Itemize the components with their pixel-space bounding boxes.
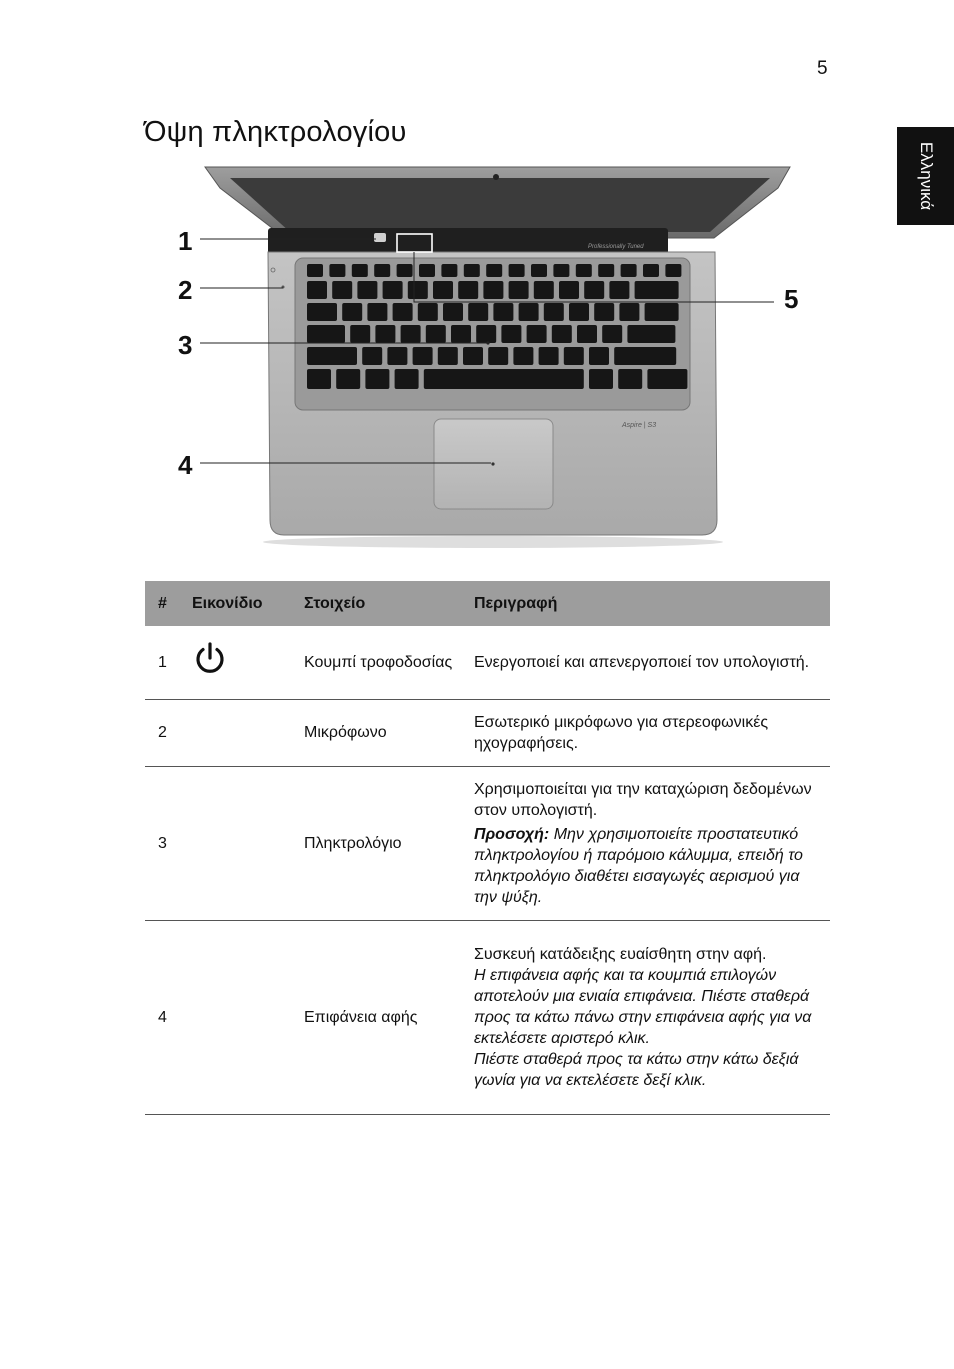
keyboard-key bbox=[577, 325, 597, 343]
callout-3: 3 bbox=[178, 330, 193, 360]
keyboard-key bbox=[609, 281, 629, 299]
keyboard-key bbox=[362, 347, 382, 365]
tagline: Professionally Tuned bbox=[588, 244, 644, 250]
power-icon bbox=[192, 641, 228, 677]
keyboard-key bbox=[618, 369, 642, 389]
keyboard-key bbox=[375, 325, 395, 343]
keyboard-key bbox=[614, 347, 676, 365]
hinge-bar bbox=[268, 228, 668, 254]
keyboard-key bbox=[397, 264, 413, 277]
row-description: Χρησιμοποιείται για την καταχώριση δεδομένων στον υπολογιστή. Προσοχή: Μην χρησιμοποιείτε προστατευτικό πληκτρολογίου ή παρόμοιο κάλυμμα, επειδή το πληκτρολόγιο διαθέτει εισαγωγές αερισμού για την ψύξη. bbox=[464, 766, 830, 920]
shadow bbox=[263, 536, 723, 548]
keyboard-key bbox=[350, 325, 370, 343]
table-row bbox=[145, 699, 830, 766]
row-icon-cell bbox=[182, 626, 294, 699]
callout-4: 4 bbox=[178, 450, 193, 480]
keyboard-key bbox=[441, 264, 457, 277]
keyboard-key bbox=[352, 264, 368, 277]
model-label: Aspire | S3 bbox=[622, 422, 657, 429]
caution-label: Προσοχή: bbox=[474, 825, 550, 843]
keyboard-key bbox=[418, 303, 438, 321]
keyboard-key bbox=[357, 281, 377, 299]
callout-5: 5 bbox=[784, 284, 799, 314]
keyboard-key bbox=[619, 303, 639, 321]
header-icon: Εικονίδιο bbox=[182, 581, 294, 626]
keyboard-key bbox=[476, 325, 496, 343]
keyboard-key bbox=[643, 264, 659, 277]
keyboard-key bbox=[513, 347, 533, 365]
row-description: Συσκευή κατάδειξης ευαίσθητη στην αφή. Η επιφάνεια αφής και τα κουμπιά επιλογών αποτελούν μια ενιαία επιφάνεια. Πιέστε σταθερά προς τα κάτω πάνω στην επιφάνεια αφής για να εκτελέσετε αριστερό κλικ. Πιέστε σταθερά προς τα κάτω στην κάτω δεξιά γωνία για να εκτελέσετε δεξί κλικ. bbox=[464, 920, 830, 1114]
page-title: Όψη πληκτρολογίου bbox=[144, 116, 407, 148]
keyboard-key bbox=[594, 303, 614, 321]
table-row bbox=[145, 766, 830, 920]
table-row bbox=[145, 626, 830, 699]
keyboard-key bbox=[647, 369, 687, 389]
keyboard-key bbox=[374, 264, 390, 277]
keyboard-key bbox=[564, 347, 584, 365]
keyboard-key bbox=[307, 325, 345, 343]
keyboard-key bbox=[426, 325, 446, 343]
touchpad-note: Η επιφάνεια αφής και τα κουμπιά επιλογών αποτελούν μια ενιαία επιφάνεια. Πιέστε σταθερά προς τα κάτω πάνω στην επιφάνεια αφής για να εκτελέσετε αριστερό κλικ. Πιέστε σταθερά προς τα κάτω στην κάτω δεξιά γωνία για να εκτελέσετε δεξί κλικ. bbox=[474, 966, 812, 1089]
keyboard-key bbox=[329, 264, 345, 277]
keyboard-key bbox=[527, 325, 547, 343]
keyboard-key bbox=[519, 303, 539, 321]
keyboard-key bbox=[307, 264, 323, 277]
laptop-illustration bbox=[150, 160, 850, 560]
row-item: Επιφάνεια αφής bbox=[294, 920, 464, 1114]
keyboard-key bbox=[458, 281, 478, 299]
keyboard-key bbox=[531, 264, 547, 277]
header-item: Στοιχείο bbox=[294, 581, 464, 626]
keyboard-key bbox=[645, 303, 679, 321]
keyboard-key bbox=[627, 325, 675, 343]
keyboard-key bbox=[483, 281, 503, 299]
keyboard-key bbox=[336, 369, 360, 389]
keyboard-key bbox=[464, 264, 480, 277]
row-description: Ενεργοποιεί και απενεργοποιεί τον υπολογιστή. bbox=[464, 626, 830, 699]
row-num: 1 bbox=[145, 626, 182, 699]
keyboard-key bbox=[534, 281, 554, 299]
keyboard-key bbox=[383, 281, 403, 299]
row-icon-cell bbox=[182, 766, 294, 920]
table-header-row bbox=[145, 581, 830, 626]
keyboard-view-figure bbox=[150, 160, 850, 560]
keyboard-key bbox=[401, 325, 421, 343]
keyboard-key bbox=[419, 264, 435, 277]
keyboard-key bbox=[635, 281, 679, 299]
row-num: 3 bbox=[145, 766, 182, 920]
keyboard-key bbox=[509, 264, 525, 277]
keyboard-key bbox=[493, 303, 513, 321]
keyboard-key bbox=[367, 303, 387, 321]
touchpad-callout-dot bbox=[491, 462, 494, 465]
row-icon-cell bbox=[182, 920, 294, 1114]
language-tab-label: Ελληνικά bbox=[916, 141, 936, 211]
keyboard-key bbox=[307, 303, 337, 321]
keyboard-key bbox=[539, 347, 559, 365]
keyboard-key bbox=[602, 325, 622, 343]
keyboard-key bbox=[509, 281, 529, 299]
row-item: Κουμπί τροφοδοσίας bbox=[294, 626, 464, 699]
power-button bbox=[374, 233, 386, 242]
keyboard-key bbox=[332, 281, 352, 299]
keyboard-key bbox=[395, 369, 419, 389]
keyboard-key bbox=[438, 347, 458, 365]
keyboard-key bbox=[589, 369, 613, 389]
keyboard-key bbox=[589, 347, 609, 365]
webcam-icon bbox=[493, 174, 499, 180]
row-description: Εσωτερικό μικρόφωνο για στερεοφωνικές ηχογραφήσεις. bbox=[464, 699, 830, 766]
table-row bbox=[145, 920, 830, 1114]
row-item: Μικρόφωνο bbox=[294, 699, 464, 766]
page-number: 5 bbox=[817, 58, 828, 79]
row-item: Πληκτρολόγιο bbox=[294, 766, 464, 920]
language-tab bbox=[897, 127, 954, 225]
keyboard-key bbox=[463, 347, 483, 365]
caution-note: Προσοχή: Μην χρησιμοποιείτε προστατευτικό πληκτρολογίου ή παρόμοιο κάλυμμα, επειδή το πληκτρολόγιο διαθέτει εισαγωγές αερισμού για την ψύξη. bbox=[474, 825, 803, 906]
keyboard-key bbox=[468, 303, 488, 321]
row-num: 4 bbox=[145, 920, 182, 1114]
keyboard-key bbox=[621, 264, 637, 277]
keyboard-key bbox=[307, 281, 327, 299]
keyboard-key bbox=[486, 264, 502, 277]
keyboard-key bbox=[365, 369, 389, 389]
callout-2: 2 bbox=[178, 275, 193, 305]
callout-1: 1 bbox=[178, 226, 193, 256]
keyboard-key bbox=[413, 347, 433, 365]
keyboard-key bbox=[307, 369, 331, 389]
keyboard-key bbox=[569, 303, 589, 321]
keyboard-key bbox=[342, 303, 362, 321]
keyboard-key bbox=[576, 264, 592, 277]
keyboard-key bbox=[393, 303, 413, 321]
screen bbox=[230, 178, 770, 232]
header-description: Περιγραφή bbox=[464, 581, 830, 626]
keyboard-callout-dot bbox=[486, 341, 489, 344]
header-num: # bbox=[145, 581, 182, 626]
row-icon-cell bbox=[182, 699, 294, 766]
keyboard-key bbox=[424, 369, 584, 389]
keyboard-key bbox=[552, 325, 572, 343]
keyboard-key bbox=[443, 303, 463, 321]
keyboard-key bbox=[501, 325, 521, 343]
keyboard-key bbox=[387, 347, 407, 365]
keyboard-key bbox=[559, 281, 579, 299]
keyboard-key bbox=[544, 303, 564, 321]
keyboard-key bbox=[584, 281, 604, 299]
keyboard-key bbox=[408, 281, 428, 299]
row-num: 2 bbox=[145, 699, 182, 766]
keyboard-key bbox=[665, 264, 681, 277]
keyboard-key bbox=[553, 264, 569, 277]
keyboard-key bbox=[451, 325, 471, 343]
keyboard-key bbox=[433, 281, 453, 299]
keyboard-key bbox=[307, 347, 357, 365]
keyboard-key bbox=[598, 264, 614, 277]
component-table bbox=[145, 581, 830, 1115]
keyboard-key bbox=[488, 347, 508, 365]
